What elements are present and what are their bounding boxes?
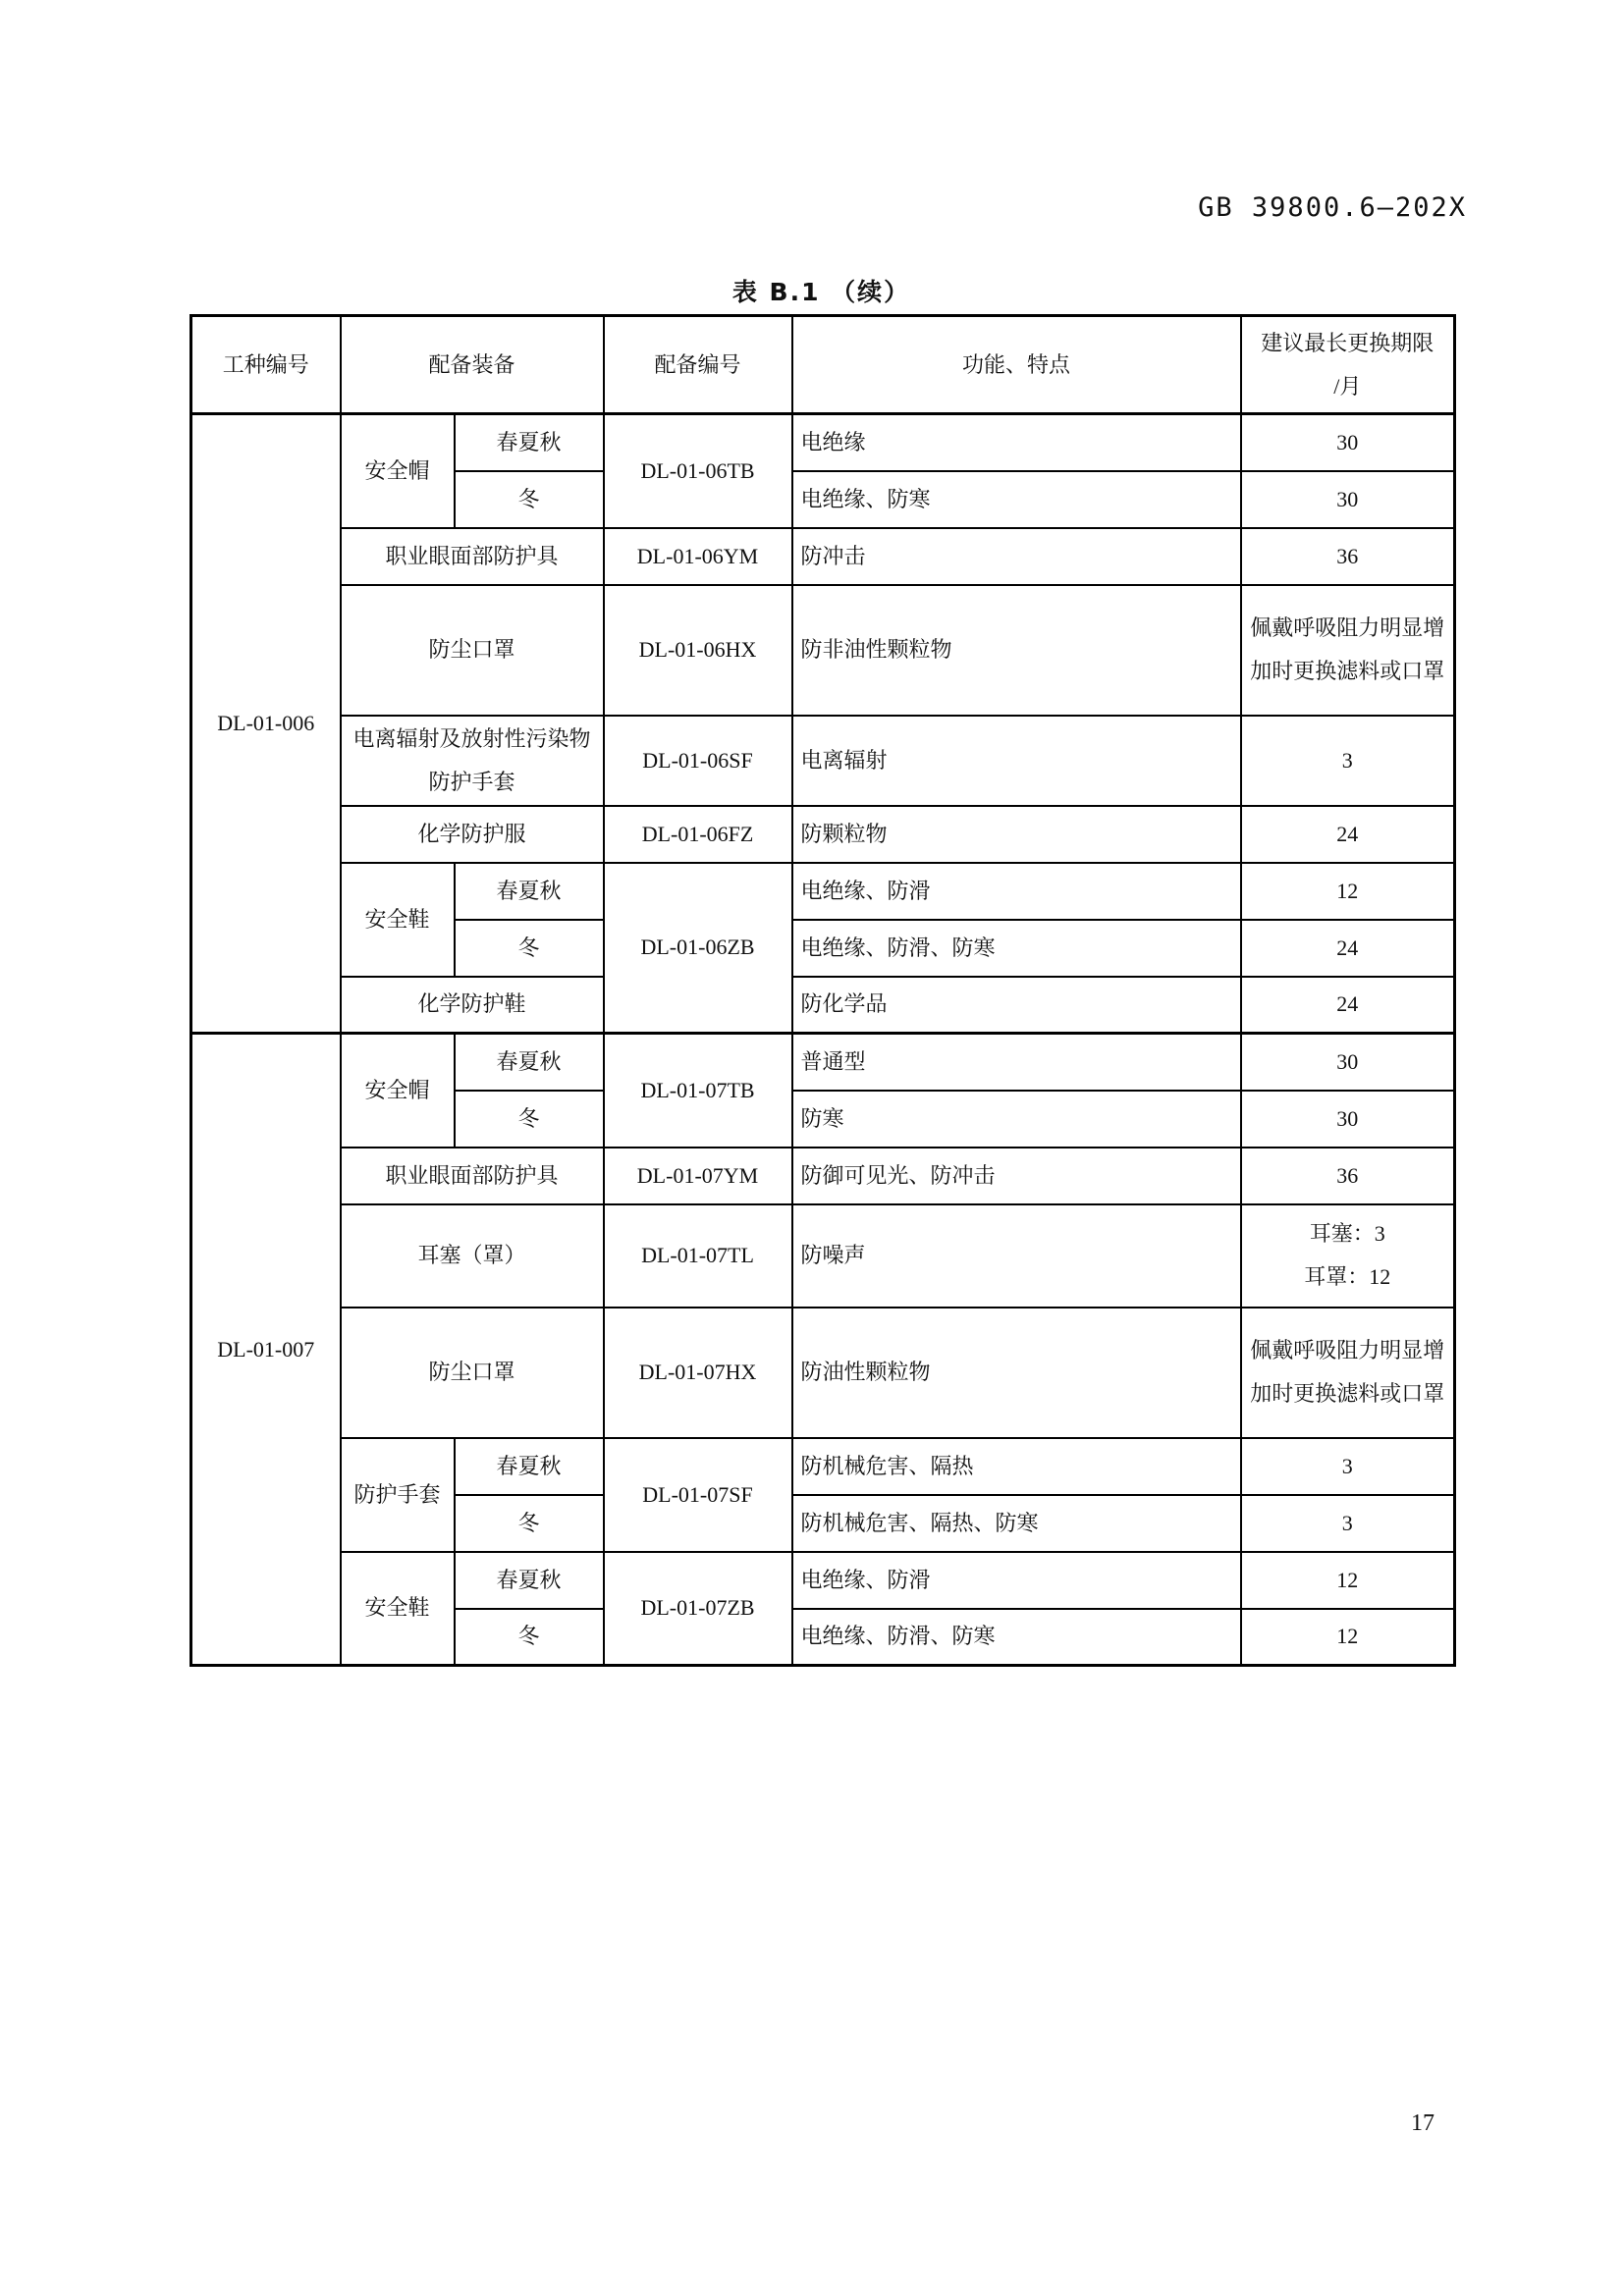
function-cell: 防油性颗粒物 <box>792 1308 1241 1438</box>
function-cell: 普通型 <box>792 1034 1241 1091</box>
table-row <box>191 1552 1455 1609</box>
season-cell: 春夏秋 <box>455 1034 604 1091</box>
job-code-cell: DL-01-006 <box>191 414 341 1034</box>
code-cell: DL-01-07SF <box>604 1438 792 1552</box>
function-cell: 电绝缘、防滑、防寒 <box>792 1609 1241 1666</box>
standard-number: GB 39800.6—202X <box>1198 192 1467 223</box>
period-cell: 30 <box>1241 1091 1455 1148</box>
period-cell: 12 <box>1241 1609 1455 1666</box>
header-replacement-period-line1: 建议最长更换期限 <box>1261 330 1435 355</box>
period-cell: 24 <box>1241 977 1455 1034</box>
code-cell: DL-01-06FZ <box>604 806 792 863</box>
code-cell: DL-01-06SF <box>604 716 792 806</box>
season-cell: 冬 <box>455 1091 604 1148</box>
season-cell: 冬 <box>455 471 604 528</box>
equip-cell: 防尘口罩 <box>341 585 604 716</box>
header-equipment-code: 配备编号 <box>604 316 792 414</box>
period-line: 耳罩：12 <box>1304 1264 1391 1289</box>
table-row <box>191 1034 1455 1091</box>
header-replacement-period <box>1241 316 1455 414</box>
table-title: 表 B.1 （续） <box>731 278 911 306</box>
equip-cell: 耳塞（罩） <box>341 1204 604 1308</box>
season-cell: 春夏秋 <box>455 414 604 471</box>
header-function: 功能、特点 <box>792 316 1241 414</box>
code-cell: DL-01-07TB <box>604 1034 792 1148</box>
job-code-cell: DL-01-007 <box>191 1034 341 1666</box>
header-equipment: 配备装备 <box>341 316 604 414</box>
function-cell: 防非油性颗粒物 <box>792 585 1241 716</box>
table-row <box>191 1308 1455 1438</box>
period-cell: 36 <box>1241 1148 1455 1204</box>
equip-cell: 安全鞋 <box>341 1552 455 1666</box>
period-cell: 24 <box>1241 806 1455 863</box>
table-row <box>191 585 1455 716</box>
equip-cell: 安全帽 <box>341 414 455 528</box>
table-row <box>191 977 1455 1034</box>
header-replacement-period-line2: /月 <box>1333 373 1362 399</box>
period-line: 耳塞：3 <box>1309 1221 1385 1246</box>
function-cell: 电绝缘、防寒 <box>792 471 1241 528</box>
function-cell: 防颗粒物 <box>792 806 1241 863</box>
period-cell: 12 <box>1241 1552 1455 1609</box>
season-cell: 春夏秋 <box>455 863 604 920</box>
code-cell: DL-01-06HX <box>604 585 792 716</box>
period-cell: 30 <box>1241 414 1455 471</box>
function-cell: 防冲击 <box>792 528 1241 585</box>
code-cell: DL-01-06YM <box>604 528 792 585</box>
ppe-table <box>189 314 1456 1667</box>
code-cell: DL-01-07ZB <box>604 1552 792 1666</box>
period-cell: 36 <box>1241 528 1455 585</box>
function-cell: 防噪声 <box>792 1204 1241 1308</box>
function-cell: 电绝缘、防滑 <box>792 863 1241 920</box>
season-cell: 春夏秋 <box>455 1552 604 1609</box>
function-cell: 防寒 <box>792 1091 1241 1148</box>
table-row <box>191 414 1455 471</box>
period-cell: 3 <box>1241 1495 1455 1552</box>
period-cell: 30 <box>1241 1034 1455 1091</box>
season-cell: 春夏秋 <box>455 1438 604 1495</box>
period-cell <box>1241 1204 1455 1308</box>
table-row <box>191 1438 1455 1495</box>
equip-cell: 防护手套 <box>341 1438 455 1552</box>
period-cell: 24 <box>1241 920 1455 977</box>
equip-cell: 化学防护鞋 <box>341 977 604 1034</box>
function-cell: 电离辐射 <box>792 716 1241 806</box>
function-cell: 防机械危害、隔热、防寒 <box>792 1495 1241 1552</box>
page-number: 17 <box>1411 2110 1435 2136</box>
function-cell: 电绝缘、防滑、防寒 <box>792 920 1241 977</box>
function-cell: 防机械危害、隔热 <box>792 1438 1241 1495</box>
header-job-code: 工种编号 <box>191 316 341 414</box>
equip-cell: 职业眼面部防护具 <box>341 528 604 585</box>
equip-cell: 化学防护服 <box>341 806 604 863</box>
function-cell: 防化学品 <box>792 977 1241 1034</box>
code-cell: DL-01-06TB <box>604 414 792 528</box>
table-row <box>191 1204 1455 1308</box>
code-cell: DL-01-07YM <box>604 1148 792 1204</box>
function-cell: 电绝缘、防滑 <box>792 1552 1241 1609</box>
equip-cell: 安全鞋 <box>341 863 455 977</box>
period-cell: 3 <box>1241 1438 1455 1495</box>
equip-cell: 职业眼面部防护具 <box>341 1148 604 1204</box>
table-row <box>191 863 1455 920</box>
function-cell: 防御可见光、防冲击 <box>792 1148 1241 1204</box>
period-cell: 佩戴呼吸阻力明显增加时更换滤料或口罩 <box>1241 585 1455 716</box>
table-header-row <box>191 316 1455 414</box>
equip-cell: 电离辐射及放射性污染物防护手套 <box>341 716 604 806</box>
table-row <box>191 528 1455 585</box>
equip-cell: 安全帽 <box>341 1034 455 1148</box>
code-cell: DL-01-07HX <box>604 1308 792 1438</box>
period-cell: 30 <box>1241 471 1455 528</box>
table-row <box>191 716 1455 806</box>
period-cell: 3 <box>1241 716 1455 806</box>
table-row <box>191 806 1455 863</box>
period-cell: 12 <box>1241 863 1455 920</box>
season-cell: 冬 <box>455 1495 604 1552</box>
season-cell: 冬 <box>455 920 604 977</box>
table-row <box>191 1148 1455 1204</box>
period-cell: 佩戴呼吸阻力明显增加时更换滤料或口罩 <box>1241 1308 1455 1438</box>
season-cell: 冬 <box>455 1609 604 1666</box>
code-cell: DL-01-07TL <box>604 1204 792 1308</box>
code-cell: DL-01-06ZB <box>604 863 792 1034</box>
function-cell: 电绝缘 <box>792 414 1241 471</box>
equip-cell: 防尘口罩 <box>341 1308 604 1438</box>
